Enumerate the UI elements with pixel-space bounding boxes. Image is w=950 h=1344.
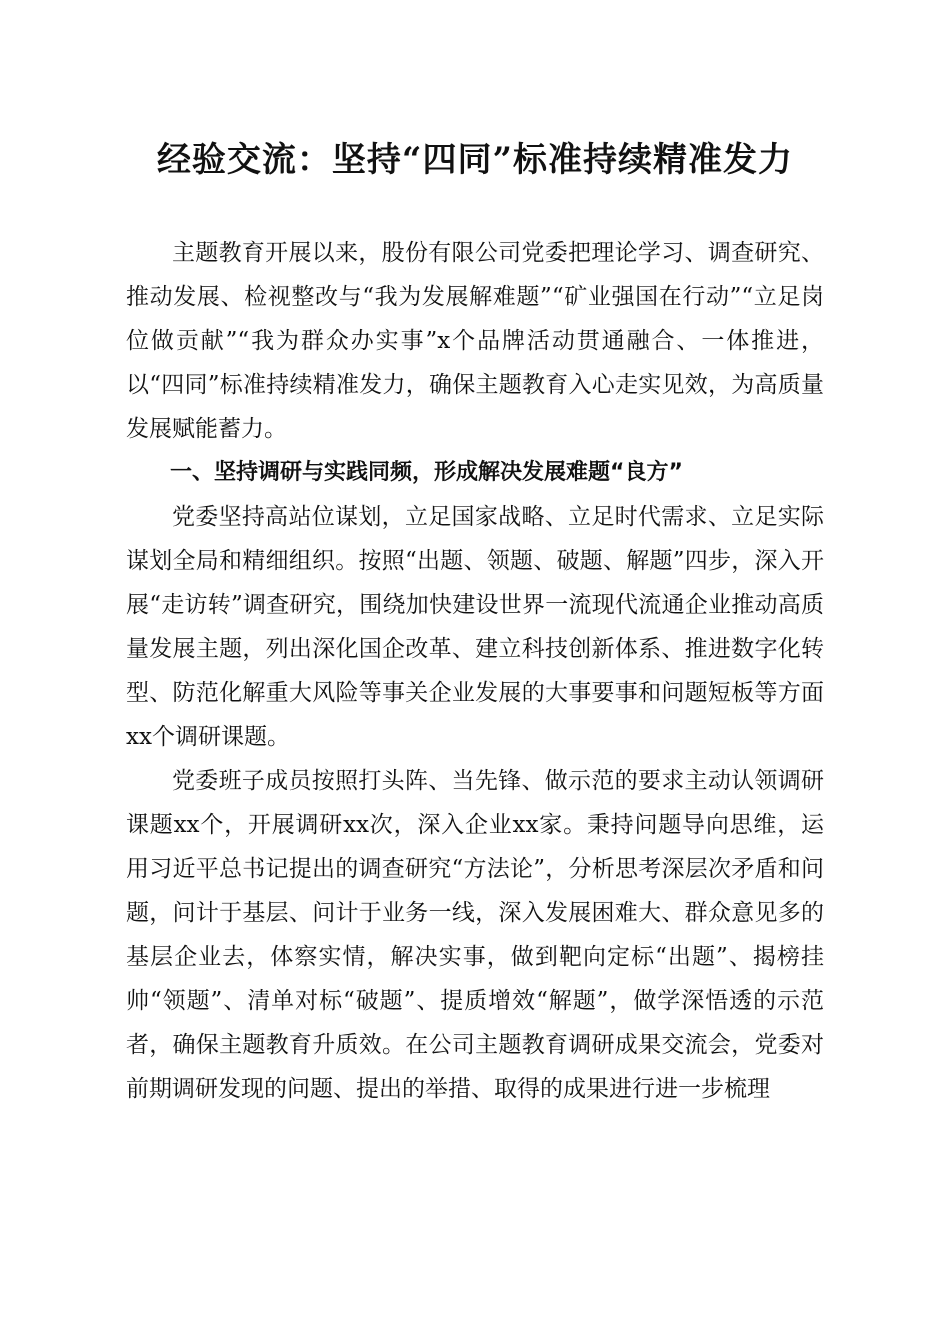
document-title: 经验交流：坚持“四同”标准持续精准发力 <box>156 140 794 180</box>
body-paragraph-1: 党委坚持高站位谋划，立足国家战略、立足时代需求、立足实际谋划全局和精细组织。按照“出题、领题、破题、解题”四步，深入开展“走访转”调查研究，围绕加快建设世界一流现代流通企业推动高质量发展主题，列出深化国企改革、建立科技创新体系、推进数字化转型、防范化解重大风险等事关企业发展的大事要事和问题短板等方面xx个调研课题。 <box>126 504 824 750</box>
body-paragraph-2: 党委班子成员按照打头阵、当先锋、做示范的要求主动认领调研课题xx个，开展调研xx次，深入企业xx家。秉持问题导向思维，运用习近平总书记提出的调查研究“方法论”，分析思考深层次矛盾和问题，问计于基层、问计于业务一线，深入发展困难大、群众意见多的基层企业去，体察实情，解决实事，做到靶向定标“出题”、揭榜挂帅“领题”、清单对标“破题”、提质增效“解题”，做学深悟透的示范者，确保主题教育升质效。在公司主题教育调研成果交流会，党委对前期调研发现的问题、提出的举措、取得的成果进行进一步梳理 <box>126 768 824 1102</box>
intro-paragraph: 主题教育开展以来，股份有限公司党委把理论学习、调查研究、推动发展、检视整改与“我为发展解难题”“矿业强国在行动”“立足岗位做贡献”“我为群众办实事”x个品牌活动贯通融合、一体推进，以“四同”标准持续精准发力，确保主题教育入心走实见效，为高质量发展赋能蓄力。 <box>126 240 824 442</box>
section-heading-1: 一、坚持调研与实践同频，形成解决发展难题“良方” <box>170 460 683 485</box>
document-body <box>126 231 824 1111</box>
